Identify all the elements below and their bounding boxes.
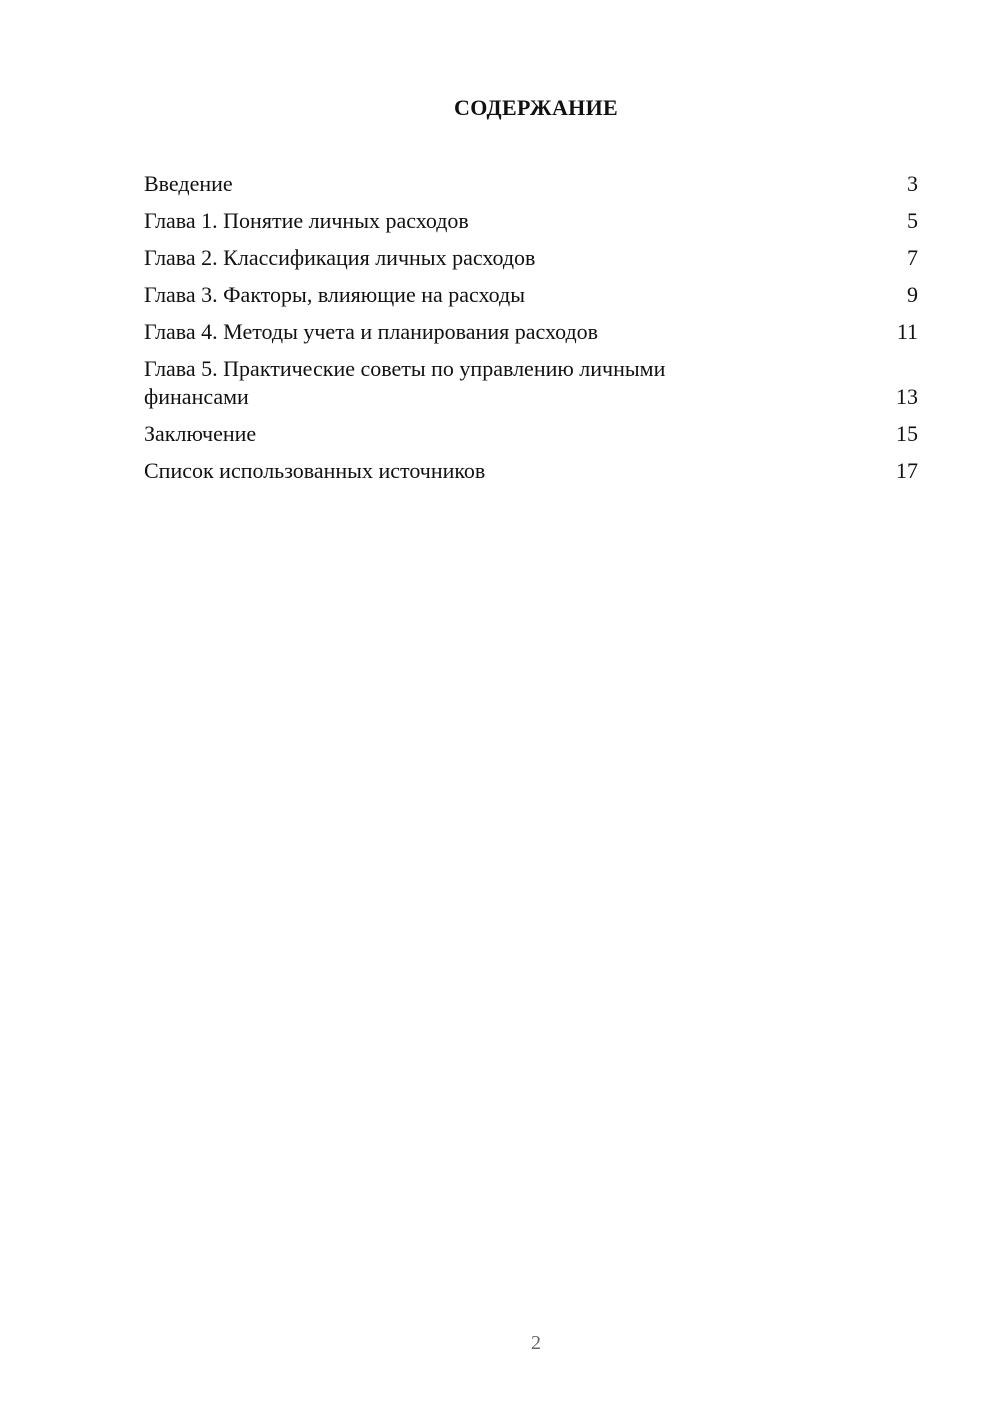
toc-entry-chapter-4[interactable] [144, 318, 918, 346]
table-of-contents [144, 170, 918, 494]
toc-entry-chapter-2[interactable] [144, 244, 918, 272]
toc-entry-page: 13 [896, 384, 918, 409]
toc-entry-label: Глава 4. Методы учета и планирования расходов [144, 319, 599, 344]
toc-entry-page: 17 [896, 458, 918, 483]
toc-entry-label: Заключение [144, 421, 257, 446]
toc-entry-page: 9 [907, 282, 918, 307]
toc-entry-chapter-1[interactable] [144, 207, 918, 235]
page-number: 2 [531, 1332, 541, 1354]
toc-entry-label: Введение [144, 171, 233, 196]
toc-entry-page: 7 [907, 245, 918, 270]
toc-entry-page: 11 [896, 319, 918, 344]
toc-entry-references[interactable] [144, 457, 918, 485]
toc-entry-chapter-5[interactable] [144, 355, 918, 411]
toc-entry-page: 15 [896, 421, 918, 446]
toc-entry-introduction[interactable] [144, 170, 918, 198]
toc-entry-conclusion[interactable] [144, 420, 918, 448]
toc-entry-chapter-3[interactable] [144, 281, 918, 309]
toc-entry-page: 5 [907, 208, 918, 233]
toc-entry-page: 3 [907, 171, 918, 196]
toc-entry-label: Глава 3. Факторы, влияющие на расходы [144, 282, 525, 307]
page-title: СОДЕРЖАНИЕ [454, 95, 618, 120]
toc-entry-label: Глава 2. Классификация личных расходов [144, 245, 536, 270]
toc-entry-label: Глава 5. Практические советы по управлению личными финансами [144, 356, 666, 409]
toc-entry-label: Список использованных источников [144, 458, 486, 483]
toc-entry-label: Глава 1. Понятие личных расходов [144, 208, 469, 233]
